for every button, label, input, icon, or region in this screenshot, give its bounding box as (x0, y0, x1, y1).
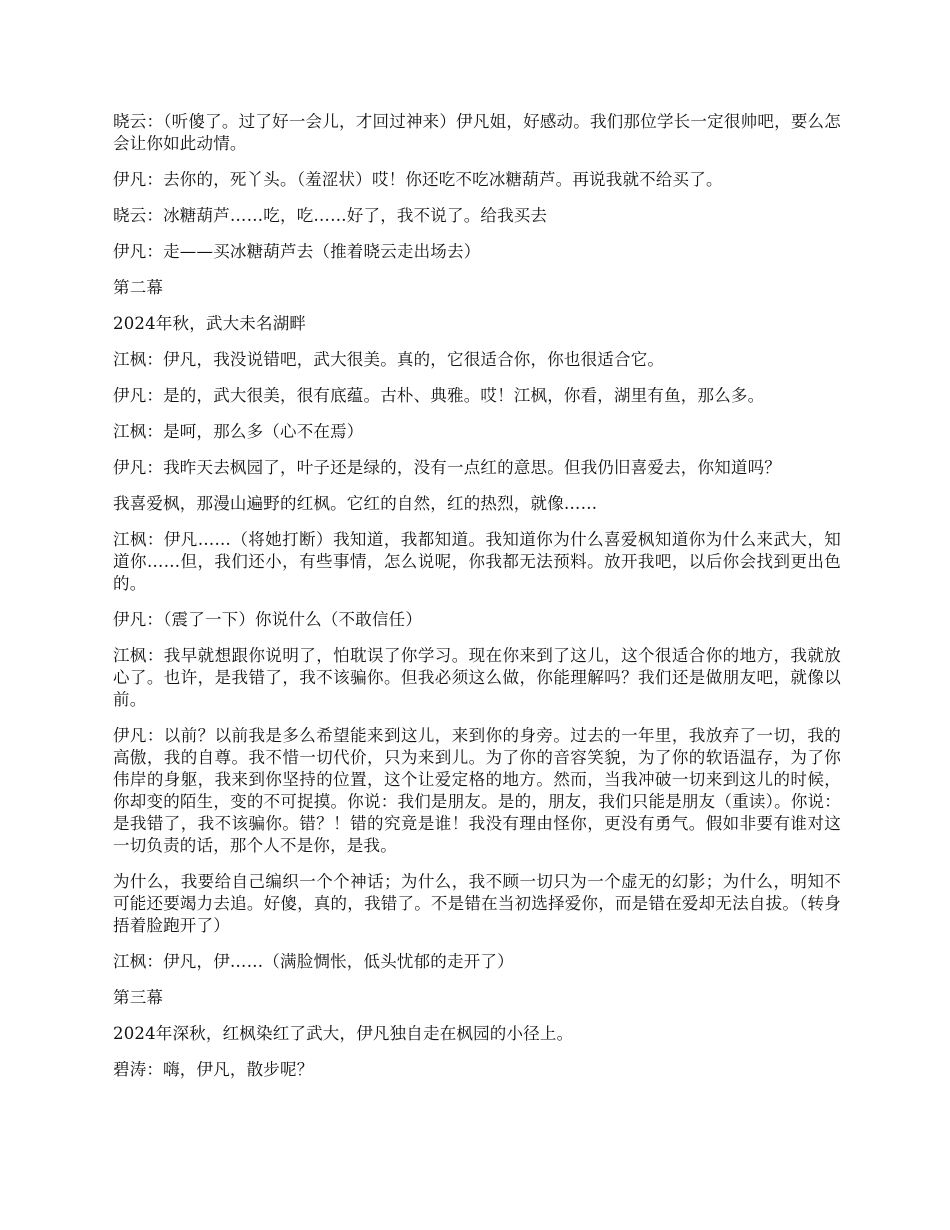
paragraph: 江枫：伊凡，我没说错吧，武大很美。真的，它很适合你，你也很适合它。 (113, 350, 665, 369)
paragraph: 为什么，我要给自己编织一个个神话；为什么，我不顾一切只为一个虚无的幻影；为什么，明知不可能还要竭力去追。好傻，真的，我错了。不是错在当初选择爱你，而是错在爱却无法自拔。（转身捂着脸跑开了） (113, 872, 841, 935)
paragraph: 伊凡：以前？以前我是多么希望能来到这儿，来到你的身旁。过去的一年里，我放弃了一切，我的高傲，我的自尊。我不惜一切代价，只为来到儿。为了你的音容笑貌，为了你的软语温存，为了你伟岸的身躯，我来到你坚持的位置，这个让爱定格的地方。然而，当我冲破一切来到这儿的时候，你却变的陌生，变的不可捉摸。你说：我们是朋友。是的，朋友，我们只能是朋友（重读）。你说：是我错了，我不该骗你。错？！错的究竟是谁！我没有理由怪你，更没有勇气。假如非要有谁对这一切负责的话，那个人不是你，是我。 (113, 726, 841, 855)
paragraph: 伊凡：是的，武大很美，很有底蕴。古朴、典雅。哎！江枫，你看，湖里有鱼，那么多。 (113, 386, 765, 405)
paragraph: 江枫：伊凡……（将她打断）我知道，我都知道。我知道你为什么喜爱枫知道你为什么来武大，知道你……但，我们还小，有些事情，怎么说呢，你我都无法预料。放开我吧，以后你会找到更出色的。 (113, 530, 841, 593)
scene-setting: 2024年秋，武大未名湖畔 (113, 314, 307, 333)
paragraph: 江枫：我早就想跟你说明了，怕耽误了你学习。现在你来到了这儿，这个很适合你的地方，我就放心了。也许，是我错了，我不该骗你。但我必须这么做，你能理解吗？我们还是做朋友吧，就像以前。 (113, 646, 841, 709)
paragraph: 晓云：冰糖葫芦……吃，吃……好了，我不说了。给我买去 (113, 206, 548, 225)
scene-setting: 2024年深秋，红枫染红了武大，伊凡独自走在枫园的小径上。 (113, 1024, 574, 1043)
paragraph: 江枫：是呵，那么多（心不在焉） (113, 422, 364, 441)
paragraph: 伊凡：去你的，死丫头。（羞涩状）哎！你还吃不吃冰糖葫芦。再说我就不给买了。 (113, 170, 723, 189)
paragraph: 伊凡：（震了一下）你说什么（不敢信任） (113, 610, 423, 629)
act-heading: 第三幕 (113, 988, 164, 1007)
paragraph: 碧涛：嗨，伊凡，散步呢？ (113, 1060, 314, 1079)
paragraph: 晓云：（听傻了。过了好一会儿，才回过神来）伊凡姐，好感动。我们那位学长一定很帅吧，要么怎会让你如此动情。 (113, 112, 841, 153)
paragraph: 伊凡：我昨天去枫园了，叶子还是绿的，没有一点红的意思。但我仍旧喜爱去，你知道吗？ (113, 458, 781, 477)
paragraph: 伊凡：走——买冰糖葫芦去（推着晓云走出场去） (113, 242, 481, 261)
paragraph: 我喜爱枫，那漫山遍野的红枫。它红的自然，红的热烈，就像…… (113, 494, 598, 513)
document-page (113, 111, 841, 1095)
act-heading: 第二幕 (113, 278, 164, 297)
paragraph: 江枫：伊凡，伊……（满脸惆怅，低头忧郁的走开了） (113, 952, 514, 971)
